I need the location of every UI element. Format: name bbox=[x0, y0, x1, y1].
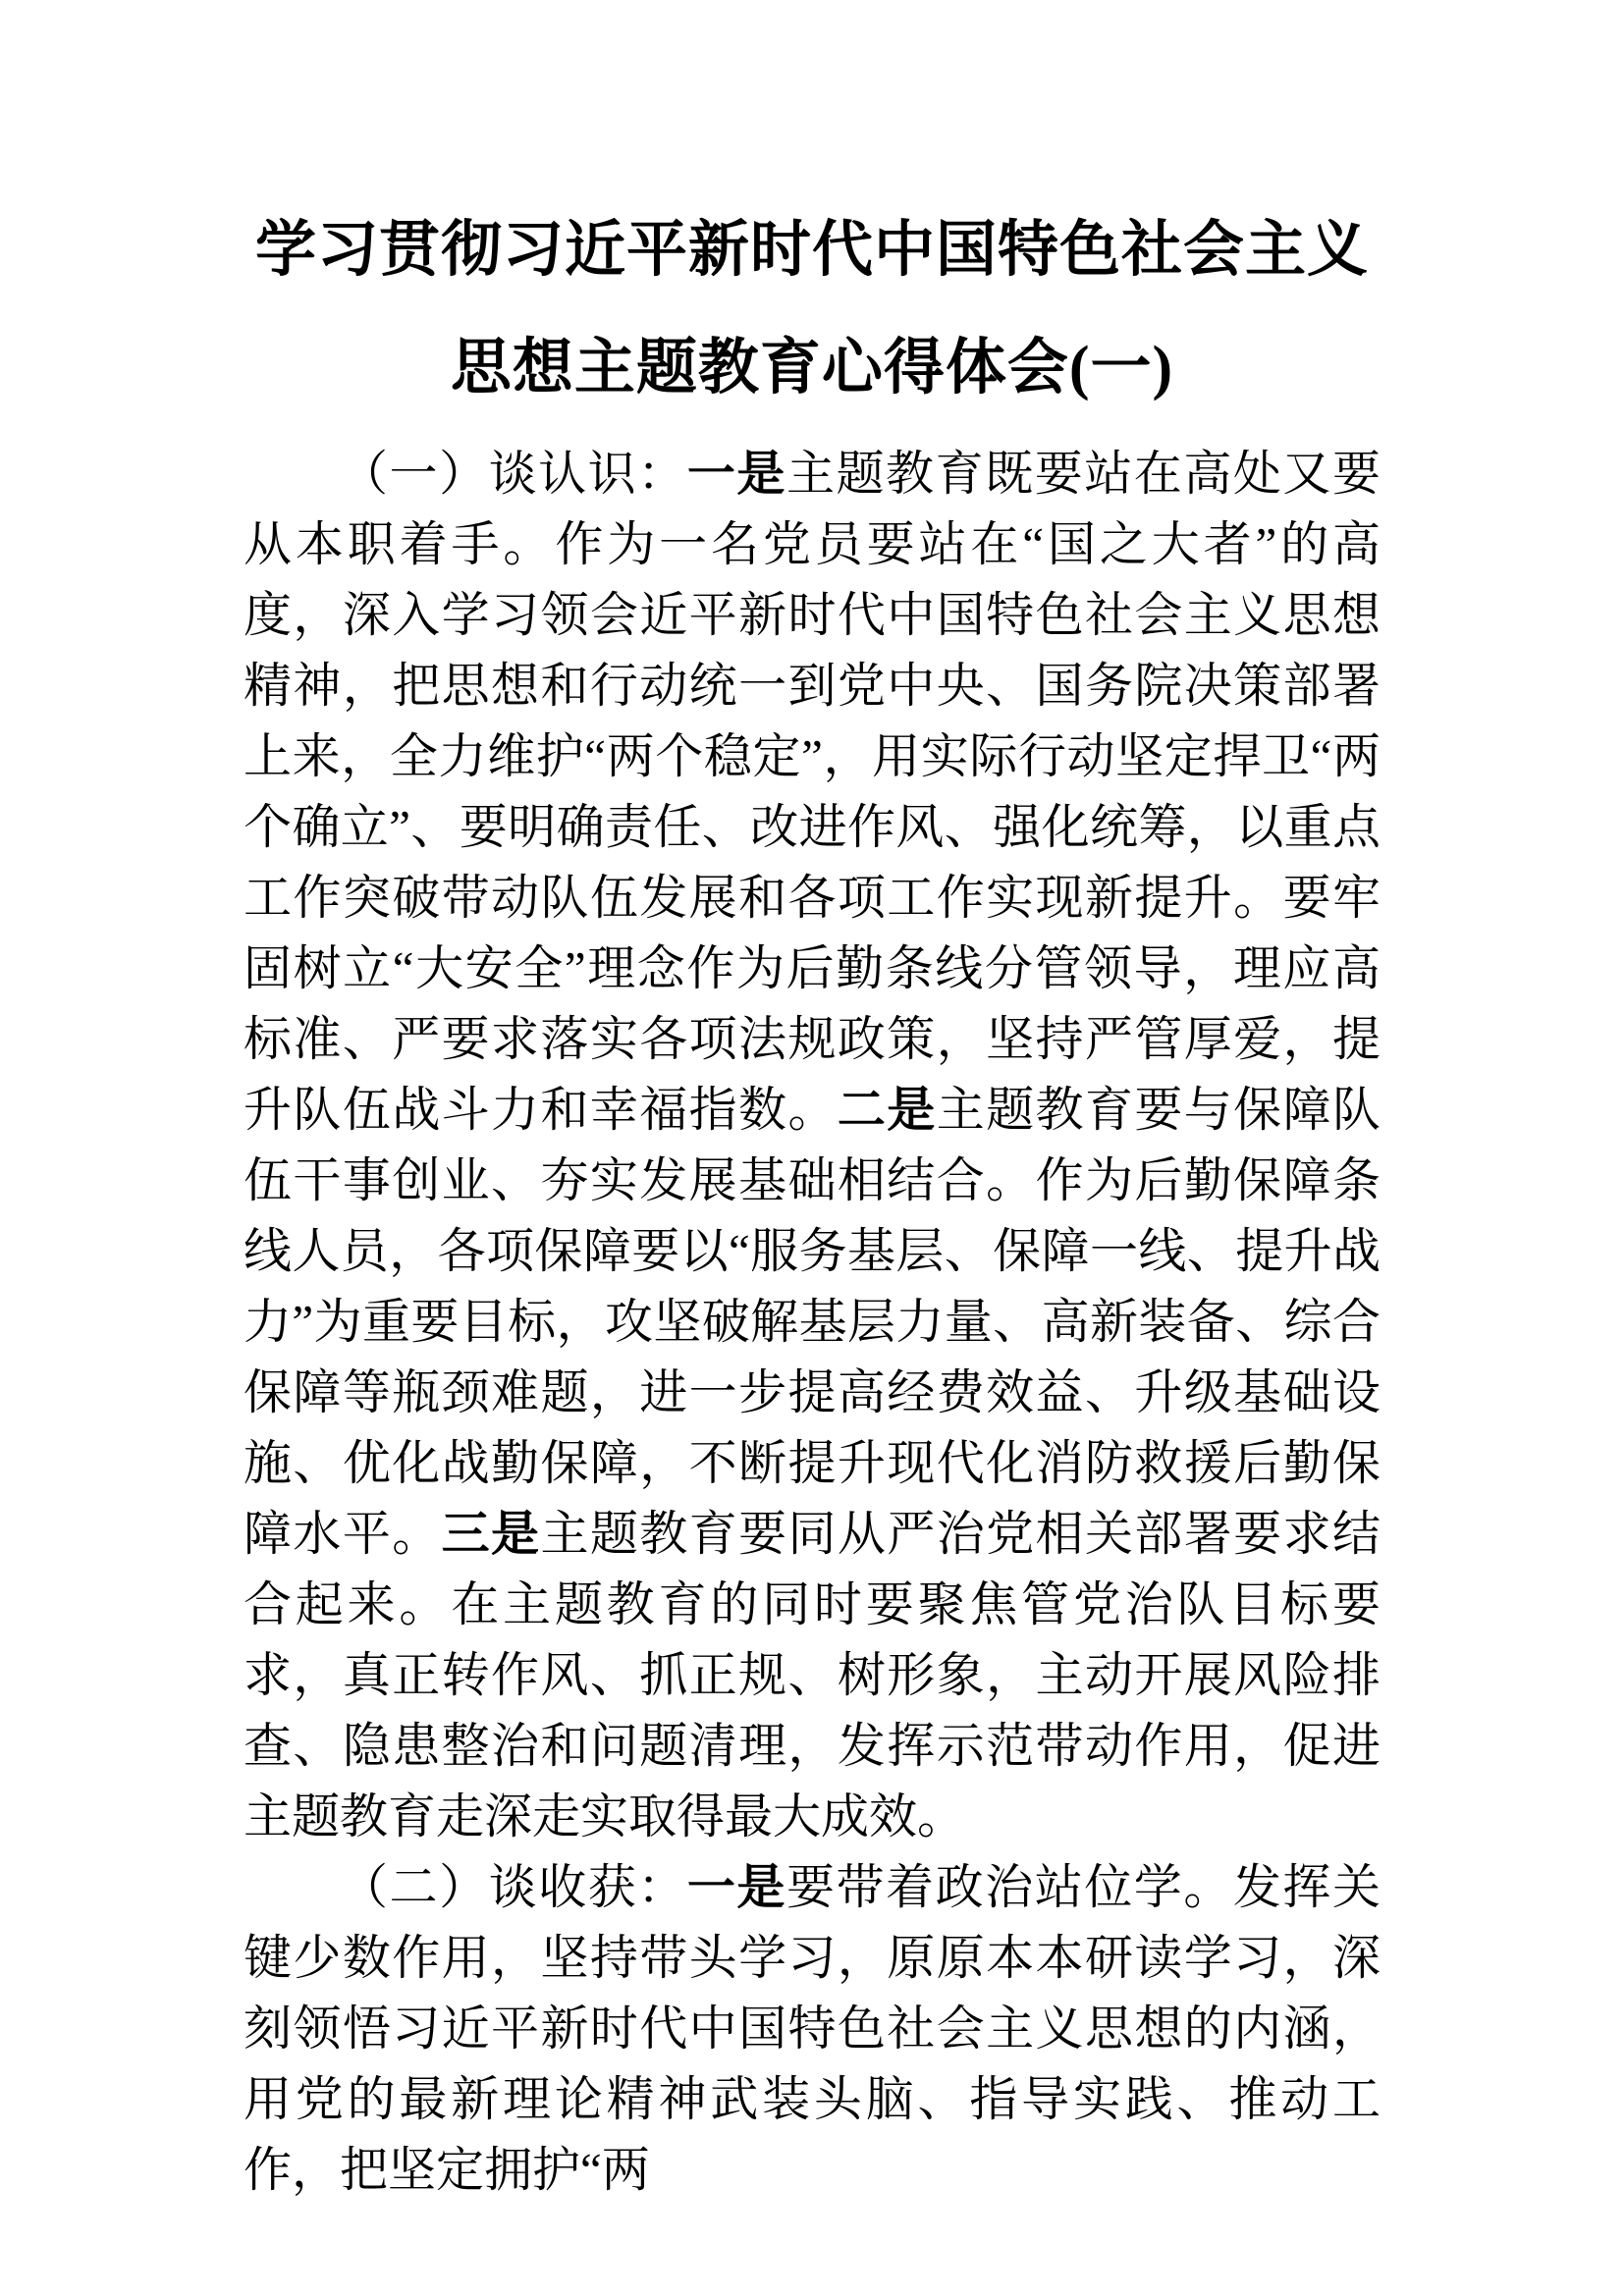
paragraph bbox=[244, 1852, 1380, 2206]
text-run: （二）谈收获： bbox=[340, 1860, 687, 1914]
bold-text-run: 三是 bbox=[441, 1507, 541, 1561]
text-run: （一）谈认识： bbox=[340, 447, 687, 501]
text-run: 主题教育要同从严治党相关部署要求结合起来。在主题教育的同时要聚焦管党治队目标要求，真正转作风、抓正规、树形象，主动开展风险排查、隐患整治和问题清理，发挥示范带动作用，促进主题教育走深走实取得最大成效。 bbox=[244, 1507, 1380, 1843]
document-title: 学习贯彻习近平新时代中国特色社会主义思想主题教育心得体会(一) bbox=[254, 217, 1369, 401]
text-run: 主题教育既要站在高处又要从本职着手。作为一名党员要站在“国之大者”的高度，深入学习领会近平新时代中国特色社会主义思想精神，把思想和行动统一到党中央、国务院决策部署上来，全力维护“两个稳定”，用实际行动坚定捍卫“两个确立”、要明确责任、改进作风、强化统筹，以重点工作突破带动队伍发展和各项工作实现新提升。要牢固树立“大安全”理念作为后勤条线分管领导，理应高标准、严要求落实各项法规政策，坚持严管厚爱，提升队伍战斗力和幸福指数。 bbox=[244, 447, 1380, 1137]
text-run: 要带着政治站位学。发挥关键少数作用，坚持带头学习，原原本本研读学习，深刻领悟习近平新时代中国特色社会主义思想的内涵，用党的最新理论精神武装头脑、指导实践、推动工作，把坚定拥护“两 bbox=[244, 1860, 1380, 2197]
bold-text-run: 一是 bbox=[686, 447, 786, 501]
bold-text-run: 二是 bbox=[837, 1083, 937, 1137]
paragraph bbox=[244, 439, 1380, 1852]
bold-text-run: 一是 bbox=[686, 1860, 786, 1914]
text-run: 主题教育要与保障队伍干事创业、夯实发展基础相结合。作为后勤保障条线人员，各项保障要以“服务基层、保障一线、提升战力”为重要目标，攻坚破解基层力量、高新装备、综合保障等瓶颈难题，进一步提高经费效益、升级基础设施、优化战勤保障，不断提升现代化消防救援后勤保障水平。 bbox=[244, 1083, 1380, 1561]
document-body bbox=[244, 439, 1380, 2206]
